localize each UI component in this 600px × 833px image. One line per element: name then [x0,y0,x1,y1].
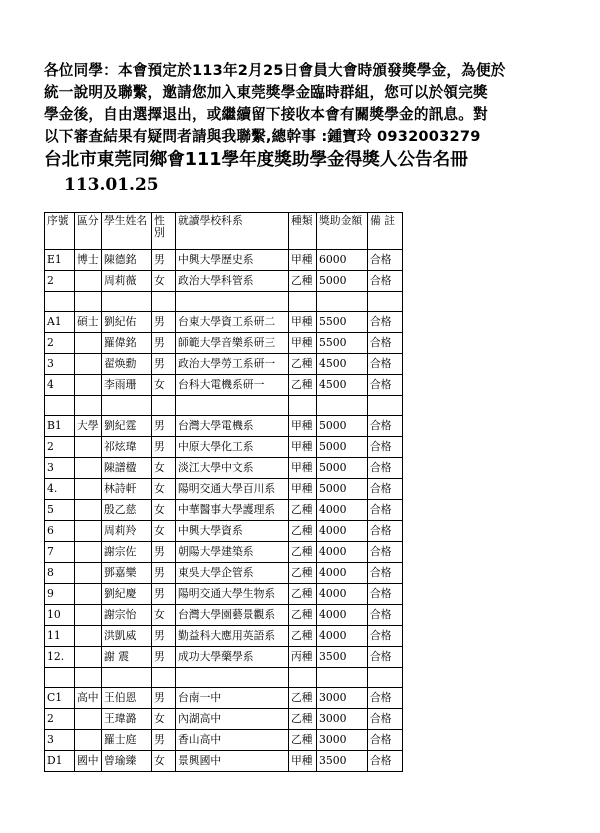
cell-division [75,354,102,375]
document-title: 台北市東莞同鄉會111學年度獎助學金得獎人公告名冊 [44,150,468,170]
cell-division [75,333,102,354]
cell-no [45,668,75,688]
cell-division: 博士 [75,250,102,271]
cell-type: 乙種 [289,709,317,730]
cell-no: 6 [45,521,75,542]
cell-name: 鄧嘉樂 [102,563,152,584]
cell-note: 合格 [368,416,403,437]
cell-no: 12. [45,647,75,668]
cell-school: 成功大學藥學系 [176,647,289,668]
cell-type [289,396,317,416]
cell-division [75,479,102,500]
cell-division [75,375,102,396]
cell-amount: 6000 [317,250,368,271]
cell-name: 羅士庭 [102,730,152,751]
cell-type: 丙種 [289,647,317,668]
cell-school: 淡江大學中文系 [176,458,289,479]
notice-text [44,60,564,148]
cell-no: B1 [45,416,75,437]
cell-type: 乙種 [289,375,317,396]
cell-note: 合格 [368,626,403,647]
cell-gender: 男 [152,416,176,437]
cell-division [75,521,102,542]
cell-amount: 5000 [317,458,368,479]
cell-name [102,668,152,688]
cell-name: 陳譜楹 [102,458,152,479]
table-row [45,271,403,292]
cell-type: 乙種 [289,563,317,584]
cell-note: 合格 [368,605,403,626]
cell-school: 陽明交通大學生物系 [176,584,289,605]
cell-note: 合格 [368,647,403,668]
cell-school [176,292,289,312]
cell-note: 合格 [368,354,403,375]
cell-type: 乙種 [289,688,317,709]
cell-amount [317,396,368,416]
cell-gender: 女 [152,751,176,772]
cell-type: 甲種 [289,751,317,772]
table-row [45,500,403,521]
cell-school: 台科大電機系研一 [176,375,289,396]
cell-amount: 4500 [317,354,368,375]
cell-name [102,396,152,416]
cell-amount: 4000 [317,584,368,605]
cell-amount: 4000 [317,500,368,521]
cell-gender: 男 [152,542,176,563]
cell-name: 劉紀慶 [102,584,152,605]
cell-gender: 男 [152,563,176,584]
cell-no: D1 [45,751,75,772]
cell-no: A1 [45,312,75,333]
cell-type: 乙種 [289,584,317,605]
cell-gender: 男 [152,312,176,333]
cell-type: 甲種 [289,458,317,479]
cell-school: 政治大學勞工系研一 [176,354,289,375]
cell-no: 2 [45,333,75,354]
cell-note: 合格 [368,730,403,751]
cell-gender: 男 [152,250,176,271]
cell-note: 合格 [368,250,403,271]
cell-type [289,668,317,688]
cell-no: 7 [45,542,75,563]
cell-school: 政治大學科管系 [176,271,289,292]
cell-amount [317,668,368,688]
cell-gender: 男 [152,626,176,647]
cell-school: 台南一中 [176,688,289,709]
cell-no: 11 [45,626,75,647]
cell-gender: 男 [152,730,176,751]
cell-name: 殷乙慈 [102,500,152,521]
cell-gender: 男 [152,647,176,668]
cell-amount [317,292,368,312]
cell-name: 林詩軒 [102,479,152,500]
table-row [45,375,403,396]
cell-type: 乙種 [289,605,317,626]
cell-no: 9 [45,584,75,605]
cell-school: 中興大學資系 [176,521,289,542]
cell-division [75,709,102,730]
cell-amount: 3000 [317,730,368,751]
cell-division [75,500,102,521]
table-spacer-row [45,396,403,416]
cell-school [176,668,289,688]
cell-amount: 3000 [317,709,368,730]
cell-type: 甲種 [289,437,317,458]
award-table [44,212,403,772]
cell-no: 2 [45,709,75,730]
cell-note: 合格 [368,437,403,458]
cell-name: 李雨珊 [102,375,152,396]
cell-note: 合格 [368,333,403,354]
cell-name: 羅偉銘 [102,333,152,354]
cell-amount: 5500 [317,312,368,333]
table-row [45,647,403,668]
cell-name: 周莉羚 [102,521,152,542]
table-row [45,479,403,500]
cell-gender: 女 [152,479,176,500]
cell-name: 劉紀霆 [102,416,152,437]
cell-division: 國中 [75,751,102,772]
cell-amount: 5000 [317,437,368,458]
cell-gender [152,396,176,416]
cell-school: 台灣大學電機系 [176,416,289,437]
cell-gender: 男 [152,354,176,375]
notice-line: 以下審查結果有疑問者請與我聯繫,總幹事 :鍾寶玲 0932003279 [44,128,481,145]
cell-school: 香山高中 [176,730,289,751]
cell-no: 4. [45,479,75,500]
cell-school: 陽明交通大學百川系 [176,479,289,500]
cell-type: 乙種 [289,730,317,751]
cell-name: 謝宗佐 [102,542,152,563]
header-gender: 性別 [152,213,176,250]
cell-name: 祁炫瑋 [102,437,152,458]
cell-note: 合格 [368,458,403,479]
cell-amount: 3500 [317,647,368,668]
cell-amount: 4000 [317,563,368,584]
cell-name: 曾瑜臻 [102,751,152,772]
cell-note [368,396,403,416]
table-row [45,312,403,333]
cell-division [75,292,102,312]
cell-no: 3 [45,354,75,375]
header-school: 就讀學校科系 [176,213,289,250]
cell-note [368,292,403,312]
table-row [45,416,403,437]
table-row [45,563,403,584]
cell-division [75,584,102,605]
cell-division [75,626,102,647]
table-header-row [45,213,403,250]
cell-type: 乙種 [289,354,317,375]
cell-no: 3 [45,730,75,751]
cell-name: 劉紀佑 [102,312,152,333]
header-type: 種類 [289,213,317,250]
cell-school: 朝陽大學建築系 [176,542,289,563]
cell-division: 大學 [75,416,102,437]
table-row [45,584,403,605]
cell-amount: 3000 [317,688,368,709]
cell-type: 甲種 [289,416,317,437]
cell-gender: 女 [152,521,176,542]
cell-note [368,668,403,688]
cell-no: 4 [45,375,75,396]
cell-amount: 5000 [317,479,368,500]
header-amount: 獎助金額 [317,213,368,250]
header-name: 學生姓名 [102,213,152,250]
cell-gender: 男 [152,688,176,709]
cell-name: 王伯恩 [102,688,152,709]
cell-division [75,458,102,479]
cell-name: 王瑋潞 [102,709,152,730]
table-row [45,751,403,772]
notice-line: 學金後，自由選擇退出，或繼續留下接收本會有關獎學金的訊息。對 [44,106,488,123]
cell-amount: 3500 [317,751,368,772]
table-row [45,626,403,647]
table-row [45,437,403,458]
notice-line: 統一說明及聯繫，邀請您加入東莞獎學金臨時群組，您可以於領完獎 [44,84,488,101]
table-row [45,354,403,375]
cell-note: 合格 [368,563,403,584]
cell-school: 師範大學音樂系研三 [176,333,289,354]
table-row [45,688,403,709]
cell-division [75,730,102,751]
cell-amount: 4000 [317,626,368,647]
cell-school: 中原大學化工系 [176,437,289,458]
cell-gender: 男 [152,584,176,605]
cell-name [102,292,152,312]
cell-no: E1 [45,250,75,271]
cell-division: 高中 [75,688,102,709]
cell-amount: 4000 [317,542,368,563]
cell-school: 內湖高中 [176,709,289,730]
table-row [45,730,403,751]
cell-division [75,437,102,458]
cell-school: 勤益科大應用英語系 [176,626,289,647]
cell-school: 中華醫事大學護理系 [176,500,289,521]
cell-school: 台灣大學園藝景觀系 [176,605,289,626]
cell-gender: 女 [152,709,176,730]
cell-gender: 女 [152,271,176,292]
cell-division [75,668,102,688]
table-row [45,458,403,479]
header-no: 序號 [45,213,75,250]
cell-amount: 4500 [317,375,368,396]
cell-note: 合格 [368,375,403,396]
cell-division [75,647,102,668]
cell-note: 合格 [368,584,403,605]
cell-name: 翟焕勳 [102,354,152,375]
cell-amount: 4000 [317,521,368,542]
cell-gender [152,668,176,688]
cell-type: 甲種 [289,333,317,354]
cell-amount: 5000 [317,416,368,437]
cell-no: 5 [45,500,75,521]
table-row [45,250,403,271]
cell-type: 甲種 [289,250,317,271]
cell-no [45,396,75,416]
cell-division [75,605,102,626]
cell-school [176,396,289,416]
cell-gender: 女 [152,375,176,396]
cell-name: 謝 震 [102,647,152,668]
cell-gender: 男 [152,333,176,354]
cell-note: 合格 [368,751,403,772]
cell-note: 合格 [368,709,403,730]
table-spacer-row [45,668,403,688]
cell-name: 洪凱威 [102,626,152,647]
cell-no [45,292,75,312]
cell-division [75,396,102,416]
cell-no: 8 [45,563,75,584]
cell-school: 景興國中 [176,751,289,772]
header-note: 備 註 [368,213,403,250]
cell-name: 周莉薇 [102,271,152,292]
cell-note: 合格 [368,521,403,542]
cell-school: 中興大學歷史系 [176,250,289,271]
cell-amount: 5500 [317,333,368,354]
cell-gender: 女 [152,605,176,626]
cell-no: 3 [45,458,75,479]
cell-note: 合格 [368,500,403,521]
cell-note: 合格 [368,271,403,292]
cell-division [75,271,102,292]
table-row [45,605,403,626]
cell-type: 甲種 [289,479,317,500]
cell-no: 2 [45,271,75,292]
cell-gender: 女 [152,458,176,479]
table-row [45,521,403,542]
table-row [45,333,403,354]
cell-school: 台東大學資工系研二 [176,312,289,333]
cell-no: 2 [45,437,75,458]
cell-amount: 5000 [317,271,368,292]
cell-name: 陳德銘 [102,250,152,271]
document-date: 113.01.25 [64,175,159,195]
cell-type: 乙種 [289,500,317,521]
notice-line: 各位同學：本會預定於113年2月25日會員大會時頒發獎學金，為便於 [44,62,506,79]
cell-no: 10 [45,605,75,626]
cell-type: 乙種 [289,626,317,647]
table-row [45,542,403,563]
cell-type: 乙種 [289,542,317,563]
cell-gender: 男 [152,437,176,458]
table-row [45,709,403,730]
cell-amount: 4000 [317,605,368,626]
cell-division [75,542,102,563]
cell-gender [152,292,176,312]
table-spacer-row [45,292,403,312]
cell-no: C1 [45,688,75,709]
cell-type: 甲種 [289,312,317,333]
cell-division [75,563,102,584]
cell-note: 合格 [368,312,403,333]
cell-type: 乙種 [289,521,317,542]
cell-school: 東吳大學企管系 [176,563,289,584]
cell-division: 碩士 [75,312,102,333]
cell-type: 乙種 [289,271,317,292]
cell-note: 合格 [368,688,403,709]
cell-gender: 女 [152,500,176,521]
cell-type [289,292,317,312]
header-division: 區分 [75,213,102,250]
cell-note: 合格 [368,542,403,563]
cell-name: 謝宗怡 [102,605,152,626]
cell-note: 合格 [368,479,403,500]
